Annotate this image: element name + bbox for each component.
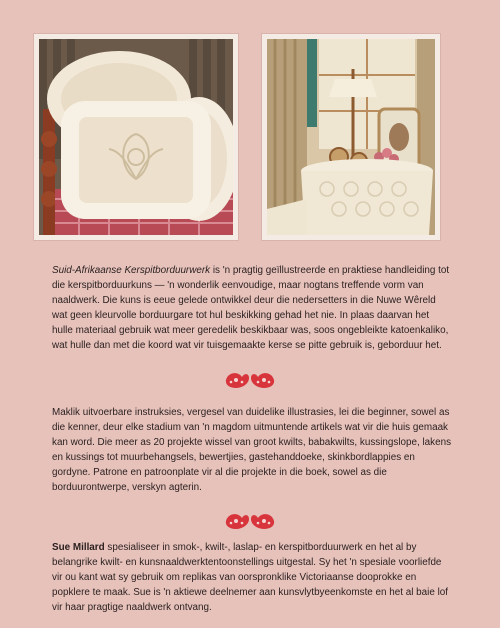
floral-ornament-icon (222, 369, 278, 391)
floral-ornament-icon (222, 510, 278, 532)
description-text: is 'n pragtig geïllustreerde en praktiese handleiding tot die kerspitborduurkuns — 'n wonderlik eenvoudige, maar nogtans treffende vorm van naaldwerk. Die kuns is eeue gelede ontwikkel deur die nedersetters in die Nuwe Wêreld wat geen kleurvolle borduurgare tot hul beskikking gehad het nie. In plaas daarvan het hulle materiaal gebruik wat meer geredelik beskikbaar was, soos ongebleikte katoenkaliko, wat hulle dan met die koord wat vir tuisgemaakte kerse se pitte gebruik is, geborduur het. (52, 265, 450, 351)
description-paragraph (52, 263, 452, 353)
book-title: Suid-Afrikaanse Kerspitborduurwerk (52, 265, 211, 276)
author-name: Sue Millard (52, 542, 105, 553)
instructions-paragraph: Maklik uitvoerbare instruksies, vergesel van duidelike illustrasies, lei die beginner, sowel as die kenner, deur elke stadium van 'n magdom uitmuntende artikels wat vir die huis gemaak kan word. Die meer as 20 projekte wissel van groot kwilts, babakwilts, kussingslope, lakens en kussings tot muurbehangsels, bewertjies, gastehanddoeke, skinkbordlappies en gordyne. Patrone en patroonplate vir al die projekte in die boek, sowel as die borduurontwerpe, verskyn agterin. (52, 407, 452, 493)
pillows-illustration (39, 39, 233, 235)
author-paragraph (52, 540, 452, 615)
photo-table (262, 34, 440, 240)
author-bio-text: spesialiseer in smok-, kwilt-, laslap- en kerspitborduurwerk en het al by belangrike kwilt- en kunsnaaldwerktentoonstellings uitgestal. Sy het 'n spesiale voorliefde vir ou kant wat sy gebruik om replikas van oorspronklike Victoriaanse dooprokke en popklere te maak. Sue is 'n aktiewe deelnemer aan kunsvlytbyeenkomste en het al baie lof vir haar pragtige naaldwerk ontvang. (52, 542, 449, 613)
table-illustration (267, 39, 435, 235)
photo-pillows (34, 34, 238, 240)
